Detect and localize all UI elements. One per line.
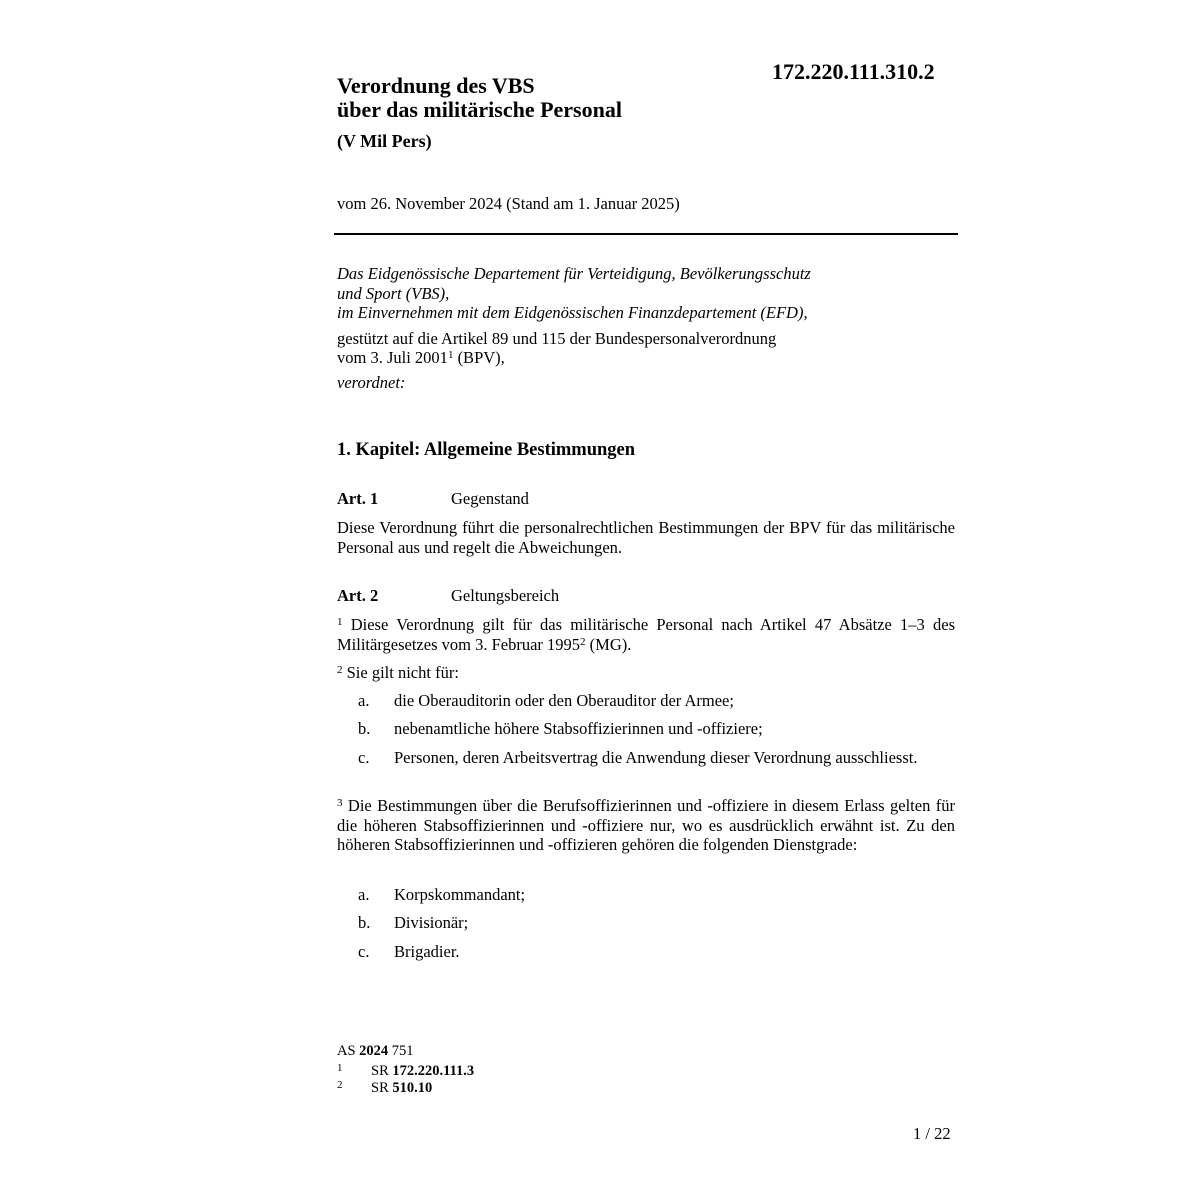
article-2-paragraph-3 — [337, 796, 955, 855]
preamble-line-2: und Sport (VBS), — [337, 283, 450, 303]
as-year: 2024 — [359, 1043, 389, 1059]
footnote-number: 2 — [337, 1079, 343, 1091]
article-1-number: Art. 1 — [337, 489, 379, 508]
list-item — [337, 691, 955, 711]
article-2-paragraph-2-text: Sie gilt nicht für: — [342, 663, 459, 682]
list-item-text: die Oberauditorin oder den Oberauditor der Armee; — [394, 691, 734, 710]
article-2-paragraph-1 — [337, 615, 955, 654]
list-item — [337, 885, 955, 905]
list-item — [337, 748, 955, 768]
article-2-title: Geltungsbereich — [451, 586, 560, 605]
sr-number: 172.220.111.310.2 — [772, 59, 935, 84]
preamble-line-5-text: vom 3. Juli 2001 — [337, 348, 448, 367]
article-2-heading — [337, 586, 559, 606]
footnote-ref-1[interactable]: 1 — [447, 349, 454, 361]
preamble-line-1: Das Eidgenössische Departement für Verteidigung, Bevölkerungsschutz — [337, 264, 811, 283]
footnote-prefix: SR — [371, 1080, 393, 1096]
page-number: 1 / 22 — [913, 1124, 951, 1143]
list-item-text: Personen, deren Arbeitsvertrag die Anwendung dieser Verordnung ausschliesst. — [394, 748, 918, 767]
title-line-2: über das militärische Personal — [337, 97, 622, 122]
paragraph-number: 1 — [337, 616, 343, 628]
list-item-text: Brigadier. — [394, 942, 460, 961]
article-2-paragraph-3-text: Die Bestimmungen über die Berufsoffizierinnen und -offiziere in diesem Erlass gelten für die höheren Stabsoffizierinnen und -offiziere nur, wo es ausdrücklich erwähnt ist. Zu den höheren Stabsoffizierinnen und -offizieren gehören die folgenden Dienstgrade: — [337, 796, 955, 854]
list-item — [337, 719, 955, 739]
preamble-enacting-clause: verordnet: — [337, 372, 406, 392]
header-divider — [334, 233, 958, 235]
list-item-text: Divisionär; — [394, 913, 469, 932]
document-title — [337, 74, 622, 122]
article-2-paragraph-1-suffix: (MG). — [585, 634, 632, 654]
list-item-letter: c. — [358, 942, 370, 961]
preamble-line-4: gestützt auf die Artikel 89 und 115 der Bundespersonalverordnung — [337, 328, 777, 348]
document-abbreviation: (V Mil Pers) — [337, 131, 432, 151]
article-2-number: Art. 2 — [337, 586, 379, 605]
list-item — [337, 942, 955, 962]
article-2-paragraph-1-text: Diese Verordnung gilt für das militärische Personal nach Artikel 47 Absätze 1–3 des Militärgesetzes vom 3. Februar 1995 — [337, 615, 955, 654]
footnote-1 — [337, 1063, 474, 1080]
footnote-ref-2[interactable]: 2 — [580, 635, 586, 648]
date-line: vom 26. November 2024 (Stand am 1. Januar 2025) — [337, 194, 680, 213]
list-item — [337, 913, 955, 933]
preamble-line-3: im Einvernehmen mit dem Eidgenössischen Finanzdepartement (EFD), — [337, 303, 808, 322]
list-item-text: Korpskommandant; — [394, 885, 526, 904]
footnote-prefix: SR — [371, 1063, 393, 1079]
as-page: 751 — [388, 1043, 414, 1059]
footnote-number: 1 — [337, 1062, 343, 1074]
preamble-line-5-suffix: (BPV), — [453, 348, 505, 367]
paragraph-number: 2 — [337, 664, 343, 676]
list-item-letter: b. — [358, 719, 371, 738]
article-2-paragraph-2 — [337, 663, 955, 683]
list-item-letter: b. — [358, 913, 371, 932]
article-1-heading — [337, 489, 529, 509]
footnote-2 — [337, 1080, 432, 1097]
title-line-1: Verordnung des VBS — [337, 73, 535, 98]
preamble — [337, 264, 957, 392]
footnote-sr-link[interactable]: 510.10 — [392, 1080, 433, 1096]
list-item-letter: c. — [358, 748, 370, 767]
list-item-letter: a. — [358, 691, 370, 710]
official-collection-reference — [337, 1043, 414, 1060]
list-item-text: nebenamtliche höhere Stabsoffizierinnen und -offiziere; — [394, 719, 763, 738]
article-1-title: Gegenstand — [451, 489, 529, 508]
article-1-text: Diese Verordnung führt die personalrechtlichen Bestimmungen der BPV für das militärische Personal aus und regelt die Abweichungen. — [337, 518, 955, 557]
list-item-letter: a. — [358, 885, 370, 904]
as-prefix: AS — [337, 1043, 360, 1059]
paragraph-number: 3 — [337, 797, 343, 809]
preamble-line-5 — [337, 348, 957, 368]
footnote-sr-link[interactable]: 172.220.111.3 — [392, 1063, 475, 1079]
chapter-heading: 1. Kapitel: Allgemeine Bestimmungen — [337, 440, 636, 460]
